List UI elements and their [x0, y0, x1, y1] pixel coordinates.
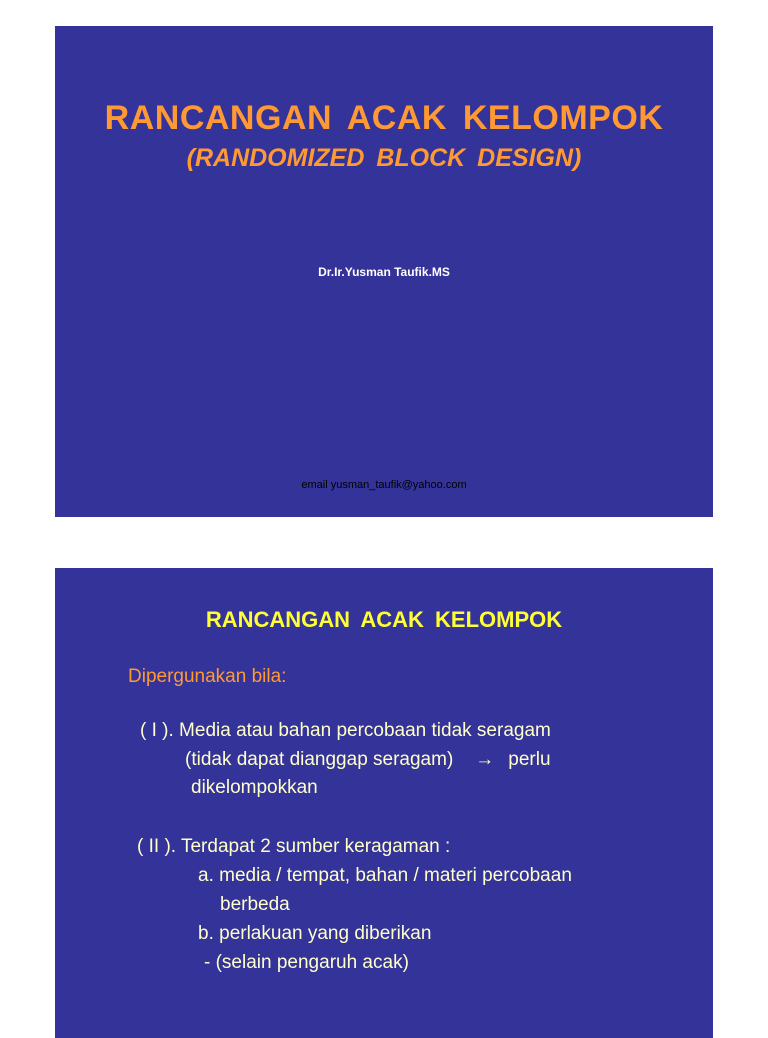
point-2-item-a: a. media / tempat, bahan / materi percobaan [198, 865, 572, 886]
point-2-line-1: ( II ). Terdapat 2 sumber keragaman : [137, 836, 451, 857]
point-1-line-1: ( I ). Media atau bahan percobaan tidak seragam [140, 720, 551, 741]
author-email: email yusman_taufik@yahoo.com [301, 479, 467, 491]
content-slide [55, 568, 713, 1038]
point-1-line-3: dikelompokkan [191, 777, 318, 798]
slide-subtitle: (RANDOMIZED BLOCK DESIGN) [186, 144, 582, 172]
point-1-line-2 [185, 749, 551, 771]
point-2-item-a-cont: berbeda [220, 894, 290, 915]
slide-title: RANCANGAN ACAK KELOMPOK [104, 99, 664, 137]
point-2-item-c: - (selain pengaruh acak) [204, 952, 409, 973]
point-2-item-b: b. perlakuan yang diberikan [198, 923, 432, 944]
author-name: Dr.Ir.Yusman Taufik.MS [318, 265, 450, 279]
slide-heading: RANCANGAN ACAK KELOMPOK [205, 607, 563, 632]
arrow-right-icon: → [475, 749, 495, 770]
title-slide [55, 26, 713, 517]
point-1-line-2-end: perlu [508, 749, 551, 770]
point-1-line-2-start: (tidak dapat dianggap seragam) [185, 749, 454, 770]
intro-text: Dipergunakan bila: [128, 666, 287, 687]
